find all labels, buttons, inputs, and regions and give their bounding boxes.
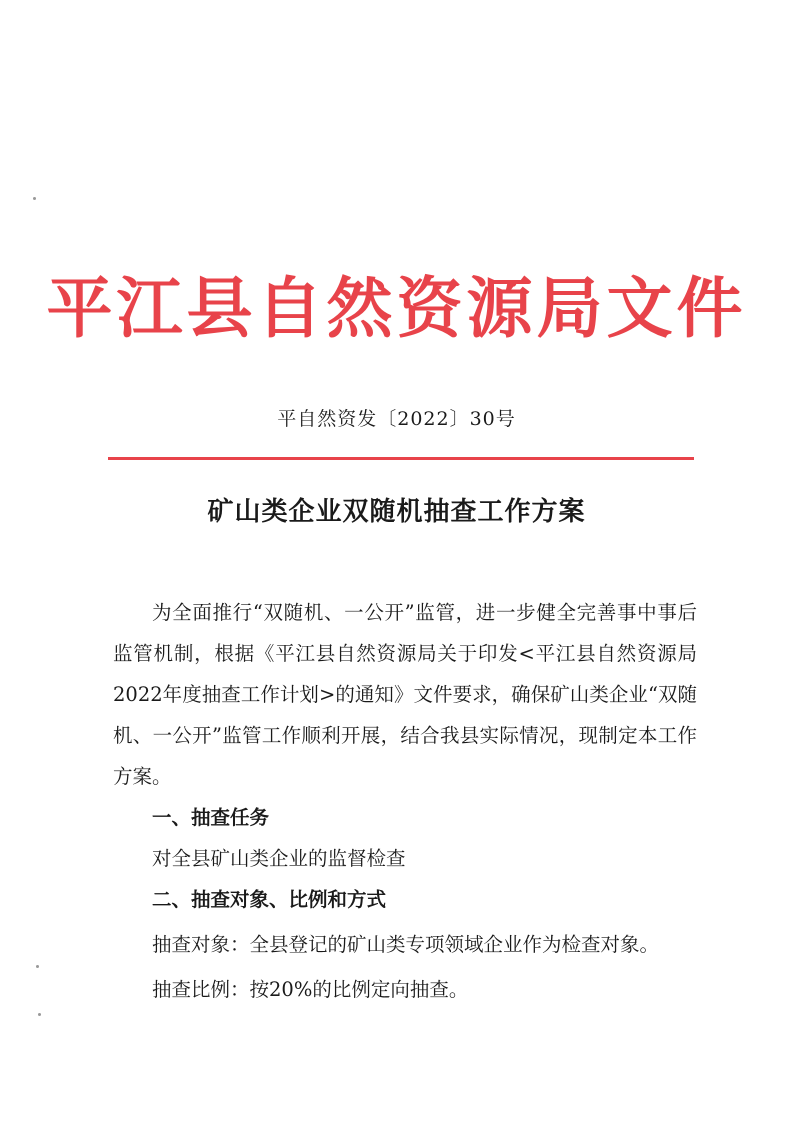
- document-title: 矿山类企业双随机抽查工作方案: [207, 497, 586, 527]
- document-body: [113, 592, 697, 1010]
- scan-speck: [38, 1013, 41, 1016]
- issuing-authority-header: 平江县自然资源局文件: [46, 269, 747, 347]
- section-heading-tasks: 一、抽查任务: [152, 806, 270, 829]
- inspection-ratio-line: 抽查比例：按20%的比例定向抽查。: [152, 978, 469, 1001]
- scan-speck: [36, 965, 39, 968]
- section-heading-targets: 二、抽查对象、比例和方式: [152, 888, 387, 911]
- document-number: 平自然资发〔2022〕30号: [277, 408, 516, 430]
- red-separator-line: [108, 457, 694, 460]
- scan-speck: [33, 197, 36, 200]
- intro-paragraph: 为全面推行“双随机、一公开”监管，进一步健全完善事中事后监管机制，根据《平江县自然资源局关于印发<平江县自然资源局2022年度抽查工作计划>的通知》文件要求，确保矿山类企业“双随机、一公开”监管工作顺利开展，结合我县实际情况，现制定本工作方案。: [113, 601, 697, 788]
- section-text-tasks: 对全县矿山类企业的监督检查: [152, 847, 406, 870]
- inspection-target-line: 抽查对象：全县登记的矿山类专项领域企业作为检查对象。: [152, 933, 660, 956]
